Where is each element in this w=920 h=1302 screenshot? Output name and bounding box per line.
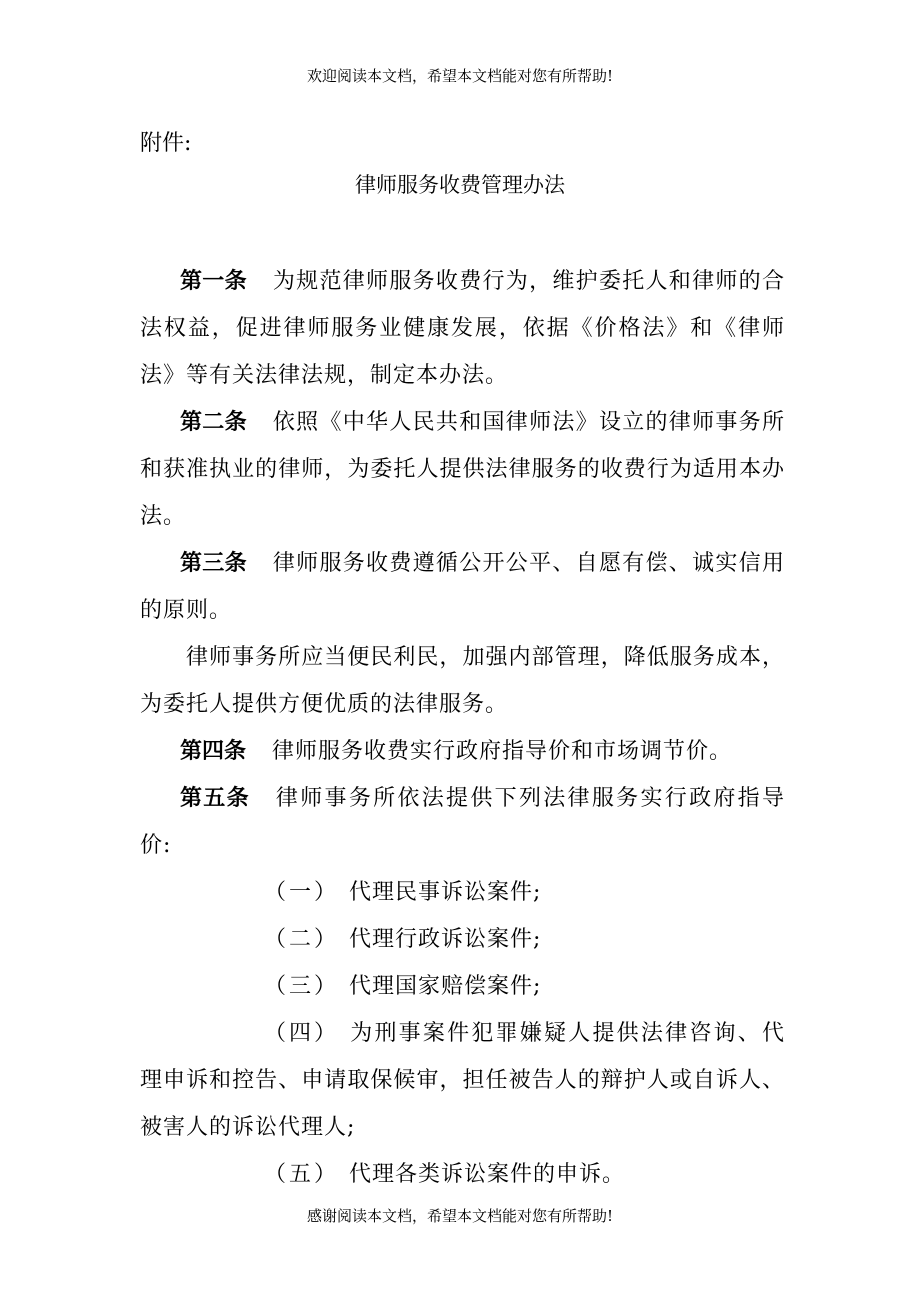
item-text: 代理各类诉讼案件的申诉。 bbox=[349, 1162, 626, 1187]
attachment-label: 附件: bbox=[140, 131, 192, 156]
article-label: 第三条 bbox=[180, 551, 247, 576]
article-text: 律师服务收费遵循公开公平、自愿有偿、诚实信用的原则。 bbox=[140, 551, 785, 623]
document-body bbox=[140, 258, 785, 1198]
document-title: 律师服务收费管理办法 bbox=[355, 173, 565, 197]
page-footer: 感谢阅读本文档，希望本文档能对您有所帮助! bbox=[306, 1207, 614, 1225]
article-4 bbox=[140, 728, 785, 775]
item-number: （三） bbox=[264, 974, 340, 999]
list-item bbox=[140, 869, 785, 916]
article-1 bbox=[140, 258, 785, 399]
item-text: 代理行政诉讼案件; bbox=[349, 927, 542, 952]
article-text: 律师事务所应当便民利民，加强内部管理，降低服务成本，为委托人提供方便优质的法律服务。 bbox=[140, 645, 785, 717]
article-label: 第五条 bbox=[180, 786, 250, 811]
article-text: 律师事务所依法提供下列法律服务实行政府指导价: bbox=[140, 786, 785, 858]
item-number: （一） bbox=[264, 880, 340, 905]
article-text: 律师服务收费实行政府指导价和市场调节价。 bbox=[272, 739, 733, 764]
article-label: 第二条 bbox=[180, 410, 247, 435]
list-item bbox=[140, 963, 785, 1010]
article-label: 第一条 bbox=[180, 269, 247, 294]
list-item bbox=[140, 1010, 785, 1151]
article-text: 依照《中华人民共和国律师法》设立的律师事务所和获准执业的律师，为委托人提供法律服务的收费行为适用本办法。 bbox=[140, 410, 785, 529]
item-number: （五） bbox=[264, 1162, 340, 1187]
article-2 bbox=[140, 399, 785, 540]
article-3-paragraph-2 bbox=[140, 634, 785, 728]
page-header: 欢迎阅读本文档，希望本文档能对您有所帮助! bbox=[306, 67, 614, 85]
list-item bbox=[140, 916, 785, 963]
article-label: 第四条 bbox=[180, 739, 247, 764]
list-item bbox=[140, 1151, 785, 1198]
item-text: 为刑事案件犯罪嫌疑人提供法律咨询、代理申诉和控告、申请取保候审，担任被告人的辩护人或自诉人、被害人的诉讼代理人; bbox=[140, 1021, 785, 1140]
article-5 bbox=[140, 775, 785, 869]
article-text: 为规范律师服务收费行为，维护委托人和律师的合法权益，促进律师服务业健康发展，依据《价格法》和《律师法》等有关法律法规，制定本办法。 bbox=[140, 269, 785, 388]
item-number: （二） bbox=[264, 927, 340, 952]
article-3 bbox=[140, 540, 785, 634]
item-number: （四） bbox=[264, 1021, 340, 1046]
item-text: 代理民事诉讼案件; bbox=[349, 880, 542, 905]
item-text: 代理国家赔偿案件; bbox=[349, 974, 542, 999]
